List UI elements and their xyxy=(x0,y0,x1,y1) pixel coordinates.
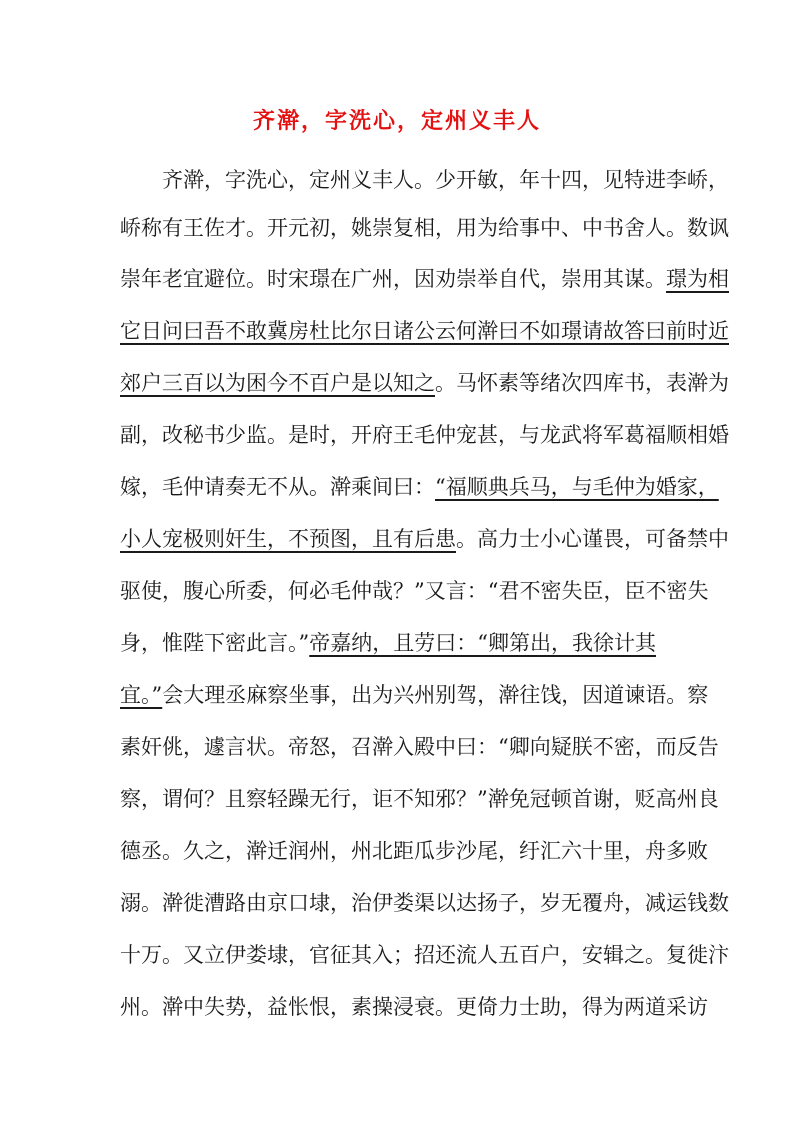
text-segment: 崇年老宜避位。时宋璟在广州，因劝崇举自代，崇用其谋。 xyxy=(120,267,666,291)
underlined-text: 小人宠极则奸生，不预图，且有后患 xyxy=(120,527,456,551)
underlined-text: 郊户三百以为困今不百户是以知之 xyxy=(120,371,435,395)
underlined-text: 璟为相 xyxy=(666,267,729,291)
underlined-text: 宜。” xyxy=(120,683,163,707)
text-line xyxy=(120,316,729,346)
underlined-text: 帝嘉纳，且劳曰：“卿第出，我徐计其 xyxy=(309,631,656,655)
text-line xyxy=(120,784,719,814)
text-line xyxy=(120,680,709,710)
text-line xyxy=(120,576,709,606)
underlined-text: 它日问曰吾不敢冀房杜比尔日诸公云何澣曰不如璟请故答曰前时近 xyxy=(120,319,729,343)
text-segment: 驱使，腹心所委，何必毛仲哉？”又言：“君不密失臣，臣不密失 xyxy=(120,579,709,603)
text-segment: 。马怀素等绪次四库书，表澣为 xyxy=(435,371,729,395)
text-line xyxy=(120,992,708,1022)
text-line xyxy=(120,213,729,243)
text-segment: 峤称有王佐才。开元初，姚崇复相，用为给事中、中书舍人。数讽 xyxy=(120,216,729,240)
text-line xyxy=(120,524,729,554)
text-segment: 十万。又立伊娄埭，官征其入；招还流人五百户，安辑之。复徙汴 xyxy=(120,943,729,967)
text-segment: 副，改秘书少监。是时，开府王毛仲宠甚，与龙武将军葛福顺相婚 xyxy=(120,423,729,447)
text-line xyxy=(120,940,729,970)
text-segment: 身，惟陛下密此言。” xyxy=(120,631,310,655)
text-line xyxy=(120,836,708,866)
text-line xyxy=(162,165,729,195)
text-segment: 会大理丞麻察坐事，出为兴州别驾，澣往饯，因道谏语。察 xyxy=(162,683,709,707)
underlined-text: “福顺典兵马，与毛仲为婚家， xyxy=(435,475,719,499)
document-title: 齐澣，字洗心，定州义丰人 xyxy=(252,108,541,134)
text-line xyxy=(120,732,719,762)
text-segment: 德丞。久之，澣迁润州，州北距瓜步沙尾，纡汇六十里，舟多败 xyxy=(120,839,708,863)
text-segment: 察，谓何？且察轻躁无行，讵不知邪？”澣免冠顿首谢，贬高州良 xyxy=(120,787,719,811)
text-line xyxy=(120,420,729,450)
text-segment: 素奸佻，遽言状。帝怒，召澣入殿中曰：“卿向疑朕不密，而反告 xyxy=(120,735,719,759)
text-line xyxy=(120,628,680,658)
text-line xyxy=(120,888,729,918)
text-segment: 齐澣，字洗心，定州义丰人。少开敏，年十四，见特进李峤， xyxy=(162,168,729,192)
text-line xyxy=(120,472,719,502)
text-segment: 溺。澣徙漕路由京口埭，治伊娄渠以达扬子，岁无覆舟，减运钱数 xyxy=(120,891,729,915)
text-segment: 州。澣中失势，益怅恨，素操浸衰。更倚力士助，得为两道采访 xyxy=(120,995,708,1019)
text-segment: 。高力士小心谨畏，可备禁中 xyxy=(456,527,729,551)
text-segment: 嫁，毛仲请奏无不从。澣乘间曰： xyxy=(120,475,435,499)
text-line xyxy=(120,264,729,294)
text-line xyxy=(120,368,729,398)
